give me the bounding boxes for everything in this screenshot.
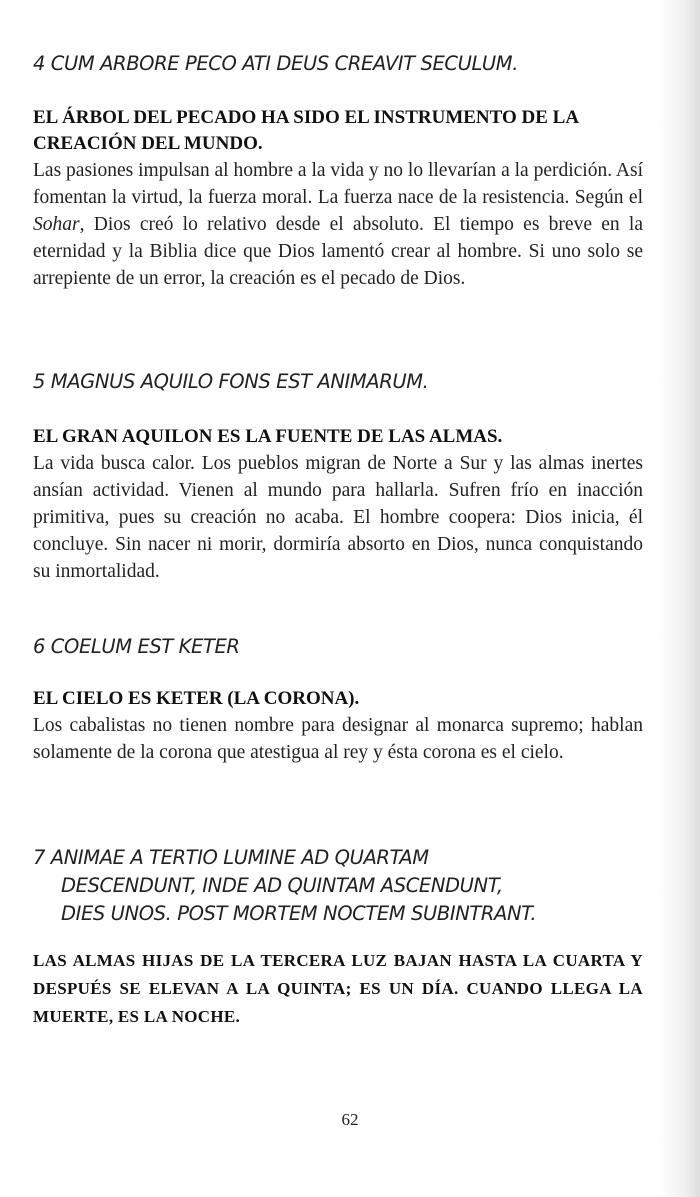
- latin-maxim-7: [33, 844, 643, 928]
- latin-maxim-7-line-3: DIES UNOS. POST MORTEM NOCTEM SUBINTRANT.: [61, 902, 537, 925]
- body-5: La vida busca calor. Los pueblos migran de Norte a Sur y las almas inertes ansían actividad. Vienen al mundo para hallarla. Sufren frío en inacción primitiva, pues su creación no acaba. El hombre coopera: Dios inicia, él concluye. Sin nacer ni morir, dormiría absorto en Dios, nunca conquistando su inmortalidad.: [33, 453, 643, 582]
- heading-6: EL CIELO ES KETER (LA CORONA).: [33, 688, 360, 709]
- latin-maxim-6: 6 COELUM EST KETER: [33, 635, 240, 658]
- section-5-content: [33, 424, 643, 585]
- heading-5: EL GRAN AQUILON ES LA FUENTE DE LAS ALMAS.: [33, 426, 503, 447]
- section-4: [33, 50, 643, 78]
- section-7-content: [33, 947, 643, 1031]
- latin-maxim-5: 5 MAGNUS AQUILO FONS EST ANIMARUM.: [33, 370, 429, 393]
- latin-maxim-7-line-2: DESCENDUNT, INDE AD QUINTAM ASCENDUNT,: [61, 874, 503, 897]
- section-5: [33, 368, 643, 396]
- section-4-content: [33, 105, 643, 292]
- section-7: [33, 844, 643, 928]
- section-6-content: [33, 686, 643, 766]
- latin-maxim-7-line-1: 7 ANIMAE A TERTIO LUMINE AD QUARTAM: [33, 846, 429, 869]
- body-4: [33, 157, 643, 292]
- heading-4: EL ÁRBOL DEL PECADO HA SIDO EL INSTRUMENTO DE LA CREACIÓN DEL MUNDO.: [33, 107, 578, 154]
- page-number: 62: [341, 1110, 359, 1129]
- body-6: Los cabalistas no tienen nombre para designar al monarca supremo; hablan solamente de la corona que atestigua al rey y ésta corona es el cielo.: [33, 715, 643, 763]
- section-6: [33, 633, 643, 661]
- body-4-sohar: Sohar: [33, 214, 80, 235]
- page-edge-shadow: [658, 0, 700, 1197]
- heading-7: LAS ALMAS HIJAS DE LA TERCERA LUZ BAJAN HASTA LA CUARTA Y DESPUÉS SE ELEVAN A LA QUINTA; ES UN DÍA. CUANDO LLEGA LA MUERTE, ES LA NOCHE.: [33, 951, 643, 1026]
- latin-maxim-4: 4 CUM ARBORE PECO ATI DEUS CREAVIT SECULUM.: [33, 52, 519, 75]
- body-4-part-2: , Dios creó lo relativo desde el absoluto. El tiempo es breve en la eternidad y la Biblia dice que Dios lamentó crear al hombre. Si uno solo se arrepiente de un error, la creación es el pecado de Dios.: [33, 214, 643, 289]
- body-4-part-1: Las pasiones impulsan al hombre a la vida y no lo llevarían a la perdición. Así fomentan la virtud, la fuerza moral. La fuerza nace de la resistencia. Según el: [33, 160, 643, 208]
